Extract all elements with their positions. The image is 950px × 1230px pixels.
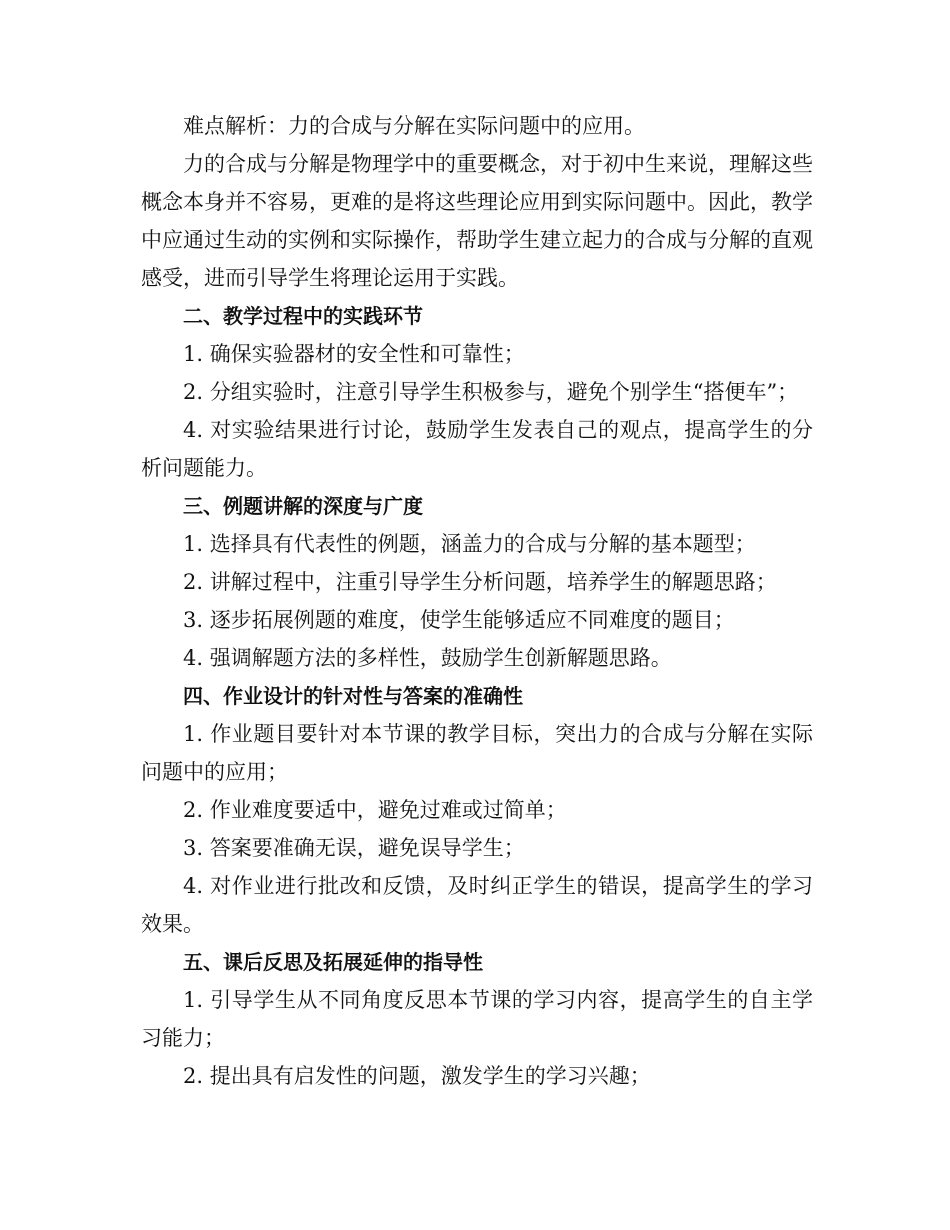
list-item: 1. 作业题目要针对本节课的教学目标，突出力的合成与分解在实际问题中的应用；	[141, 722, 813, 784]
list-item: 2. 作业难度要适中，避免过难或过简单；	[183, 798, 567, 822]
list-item: 4. 对作业进行批改和反馈，及时纠正学生的错误，提高学生的学习效果。	[141, 874, 813, 936]
list-item: 2. 提出具有启发性的问题，激发学生的学习兴趣；	[183, 1064, 651, 1088]
list-item: 1. 确保实验器材的安全性和可靠性；	[183, 342, 525, 366]
section-heading-examples: 三、例题讲解的深度与广度	[183, 494, 423, 518]
list-item: 1. 选择具有代表性的例题，涵盖力的合成与分解的基本题型；	[183, 532, 756, 556]
section-heading-practice: 二、教学过程中的实践环节	[183, 304, 423, 328]
section-heading-reflection: 五、课后反思及拓展延伸的指导性	[183, 950, 483, 974]
list-item: 3. 逐步拓展例题的难度，使学生能够适应不同难度的题目；	[183, 608, 735, 632]
document-body	[141, 107, 813, 1095]
list-item: 3. 答案要准确无误，避免误导学生；	[183, 836, 525, 860]
intro-paragraph: 力的合成与分解是物理学中的重要概念，对于初中生来说，理解这些概念本身并不容易，更难的是将这些理论应用到实际问题中。因此，教学中应通过生动的实例和实际操作，帮助学生建立起力的合成与分解的直观感受，进而引导学生将理论运用于实践。	[141, 152, 813, 290]
list-item: 1. 引导学生从不同角度反思本节课的学习内容，提高学生的自主学习能力；	[141, 988, 813, 1050]
list-item: 2. 讲解过程中，注重引导学生分析问题，培养学生的解题思路；	[183, 570, 777, 594]
section-heading-homework: 四、作业设计的针对性与答案的准确性	[183, 684, 523, 708]
list-item: 4. 强调解题方法的多样性，鼓励学生创新解题思路。	[183, 646, 672, 670]
difficulty-analysis-line: 难点解析：力的合成与分解在实际问题中的应用。	[183, 114, 645, 138]
list-item: 4. 对实验结果进行讨论，鼓励学生发表自己的观点，提高学生的分析问题能力。	[141, 418, 813, 480]
list-item: 2. 分组实验时，注意引导学生积极参与，避免个别学生“搭便车”；	[183, 380, 799, 404]
